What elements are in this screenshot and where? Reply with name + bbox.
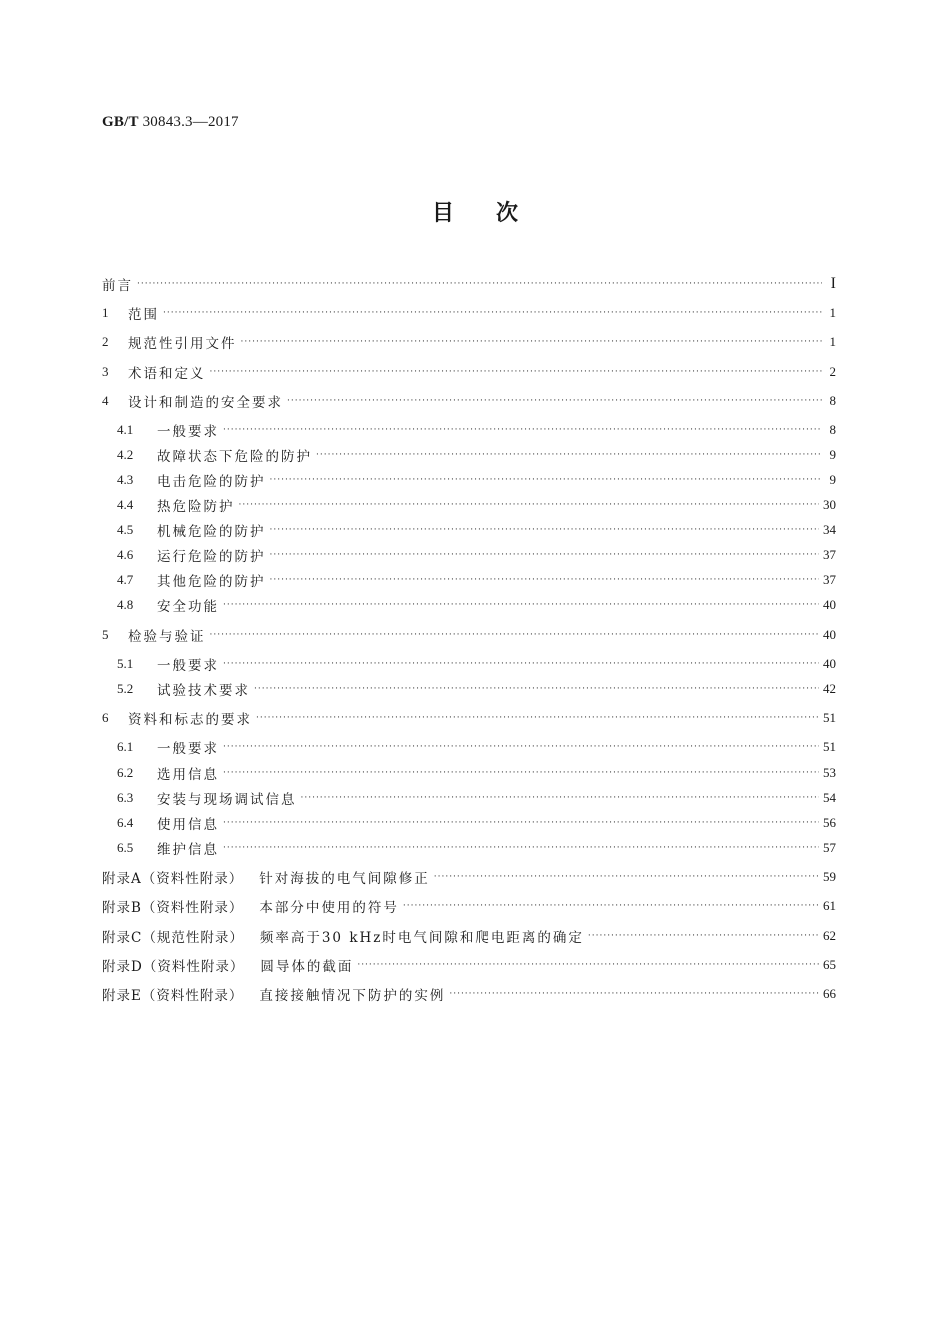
toc-entry-6[interactable] [102, 708, 836, 728]
toc-entry-page: 2 [829, 364, 836, 379]
toc-entry-4-2[interactable] [117, 445, 836, 465]
toc-entry-number: 4.7 [117, 572, 134, 587]
toc-entry-number: 3 [102, 364, 109, 379]
toc-entry-4-8[interactable] [117, 595, 836, 615]
standard-number: 30843.3—2017 [142, 114, 239, 130]
toc-entry-label: 频率高于30 kHz时电气间隙和爬电距离的确定 [259, 930, 584, 946]
toc-entry-5[interactable] [102, 625, 836, 645]
toc-entry-page: 40 [823, 597, 836, 612]
toc-entry-number: 4.1 [117, 422, 134, 437]
toc-entry-6-2[interactable] [117, 763, 836, 783]
toc-entry-label: 故障状态下危险的防护 [157, 449, 312, 465]
toc-entry-number: 6 [102, 710, 109, 725]
toc-entry-page: 40 [823, 656, 836, 671]
dot-leader [223, 838, 819, 858]
toc-entry-number: 5.1 [117, 656, 134, 671]
dot-leader [223, 813, 819, 833]
toc-entry-number: 6.3 [117, 790, 134, 805]
toc-entry-appendix-d[interactable] [102, 955, 836, 975]
toc-entry-page: 66 [823, 986, 836, 1001]
toc-entry-6-4[interactable] [117, 813, 836, 833]
toc-entry-label: 范围 [128, 307, 159, 323]
standard-prefix: GB/T [102, 114, 139, 130]
toc-entry-number: 附录B（资料性附录） [102, 900, 244, 916]
toc-entry-appendix-a[interactable] [102, 867, 836, 887]
dot-leader [357, 955, 819, 975]
toc-entry-page: 9 [829, 472, 836, 487]
toc-entry-page: 61 [823, 898, 836, 913]
dot-leader [270, 470, 823, 490]
toc-entry-number: 附录D（资料性附录） [102, 959, 245, 975]
toc-entry-label: 本部分中使用的符号 [259, 900, 399, 916]
toc-entry-page: 62 [823, 928, 836, 943]
dot-leader [434, 867, 819, 887]
toc-entry-4[interactable] [102, 391, 836, 411]
toc-entry-label: 直接接触情况下防护的实例 [259, 988, 446, 1004]
toc-entry-label: 运行危险的防护 [157, 549, 266, 565]
dot-leader [301, 788, 820, 808]
toc-entry-page: 37 [823, 547, 836, 562]
toc-entry-number: 4.3 [117, 472, 134, 487]
toc-entry-label: 试验技术要求 [157, 683, 250, 699]
toc-entry-page: 59 [823, 869, 836, 884]
toc-entry-label: 检验与验证 [128, 629, 206, 645]
toc-entry-page: 54 [823, 790, 836, 805]
toc-entry-page: 30 [823, 497, 836, 512]
toc-entry-4-3[interactable] [117, 470, 836, 490]
toc-entry-5-1[interactable] [117, 654, 836, 674]
toc-entry-number: 附录C（规范性附录） [102, 930, 244, 946]
toc-entry-number: 1 [102, 305, 109, 320]
dot-leader [210, 625, 820, 645]
dot-leader [270, 520, 820, 540]
toc-entry-number: 6.4 [117, 815, 134, 830]
toc-entry-number: 4.8 [117, 597, 134, 612]
toc-entry-number: 4.5 [117, 522, 134, 537]
toc-entry-4-1[interactable] [117, 420, 836, 440]
dot-leader [241, 332, 823, 352]
toc-entry-label: 电击危险的防护 [157, 474, 266, 490]
toc-entry-appendix-b[interactable] [102, 896, 836, 916]
dot-leader [223, 420, 822, 440]
toc-entry-page: 1 [829, 334, 836, 349]
toc-entry-label: 设计和制造的安全要求 [128, 395, 283, 411]
toc-entry-label: 一般要求 [157, 658, 219, 674]
toc-entry-label: 安装与现场调试信息 [157, 792, 297, 808]
dot-leader [254, 679, 819, 699]
toc-entry-2[interactable] [102, 332, 836, 352]
toc-entry-number: 2 [102, 334, 109, 349]
dot-leader [588, 926, 819, 946]
toc-entry-label: 使用信息 [157, 817, 219, 833]
toc-entry-page: 53 [823, 765, 836, 780]
toc-entry-6-5[interactable] [117, 838, 836, 858]
dot-leader [449, 984, 819, 1004]
toc-entry-label: 圆导体的截面 [260, 959, 354, 975]
dot-leader [163, 303, 822, 323]
toc-entry-page: 42 [823, 681, 836, 696]
toc-entry-page: 8 [829, 393, 836, 408]
toc-entry-number: 6.1 [117, 739, 134, 754]
toc-entry-4-5[interactable] [117, 520, 836, 540]
toc-entry-page: 1 [829, 305, 836, 320]
toc-entry-label: 其他危险的防护 [157, 574, 266, 590]
toc-entry-number: 4.4 [117, 497, 134, 512]
toc-entry-page: 51 [823, 710, 836, 725]
dot-leader [223, 763, 819, 783]
toc-entry-6-1[interactable] [117, 737, 836, 757]
dot-leader [223, 654, 819, 674]
toc-entry-page: 51 [823, 739, 836, 754]
toc-entry-appendix-e[interactable] [102, 984, 836, 1004]
toc-entry-label: 一般要求 [157, 741, 219, 757]
toc-entry-1[interactable] [102, 303, 836, 323]
toc-entry-6-3[interactable] [117, 788, 836, 808]
toc-entry-4-6[interactable] [117, 545, 836, 565]
dot-leader [287, 391, 822, 411]
dot-leader [316, 445, 822, 465]
dot-leader [210, 362, 823, 382]
toc-entry-label: 资料和标志的要求 [128, 712, 252, 728]
dot-leader [239, 495, 820, 515]
toc-entry-3[interactable] [102, 362, 836, 382]
dot-leader [137, 274, 822, 294]
toc-entry-label: 术语和定义 [128, 366, 206, 382]
toc-entry-page: 40 [823, 627, 836, 642]
toc-entry-number: 附录E（资料性附录） [102, 988, 244, 1004]
toc-entry-number: 附录A（资料性附录） [102, 871, 244, 887]
toc-entry-number: 4.2 [117, 447, 134, 462]
toc-entry-number: 4.6 [117, 547, 134, 562]
toc-entry-label: 安全功能 [157, 599, 219, 615]
toc-entry-number: 5 [102, 627, 109, 642]
toc-entry-number: 6.5 [117, 840, 134, 855]
toc-entry-page: 57 [823, 840, 836, 855]
toc-entry-label: 选用信息 [157, 767, 219, 783]
toc-entry-page: 56 [823, 815, 836, 830]
toc-entry-page: 65 [823, 957, 836, 972]
toc-entry-label: 一般要求 [157, 424, 219, 440]
toc-entry-number: 4 [102, 393, 109, 408]
toc-entry-page: 34 [823, 522, 836, 537]
toc-entry-page: 37 [823, 572, 836, 587]
dot-leader [223, 737, 819, 757]
toc-entry-label: 针对海拔的电气间隙修正 [259, 871, 430, 887]
toc-entry-4-4[interactable] [117, 495, 836, 515]
toc-entry-number: 6.2 [117, 765, 134, 780]
toc-entry-label: 机械危险的防护 [157, 524, 266, 540]
page-title: 目次 [431, 201, 560, 226]
toc-entry-label: 维护信息 [157, 842, 219, 858]
dot-leader [256, 708, 819, 728]
dot-leader [223, 595, 819, 615]
dot-leader [270, 570, 820, 590]
toc-entry-appendix-c[interactable] [102, 926, 836, 946]
toc-entry-number: 5.2 [117, 681, 134, 696]
toc-entry-foreword[interactable] [102, 274, 836, 294]
toc-entry-label: 前言 [102, 278, 133, 294]
dot-leader [403, 896, 819, 916]
toc-entry-page: 8 [829, 422, 836, 437]
dot-leader [270, 545, 820, 565]
toc-entry-label: 规范性引用文件 [128, 336, 237, 352]
toc-entry-page: 9 [829, 447, 836, 462]
toc-entry-5-2[interactable] [117, 679, 836, 699]
toc-entry-label: 热危险防护 [157, 499, 235, 515]
toc-entry-4-7[interactable] [117, 570, 836, 590]
toc-entry-page: I [830, 275, 836, 292]
